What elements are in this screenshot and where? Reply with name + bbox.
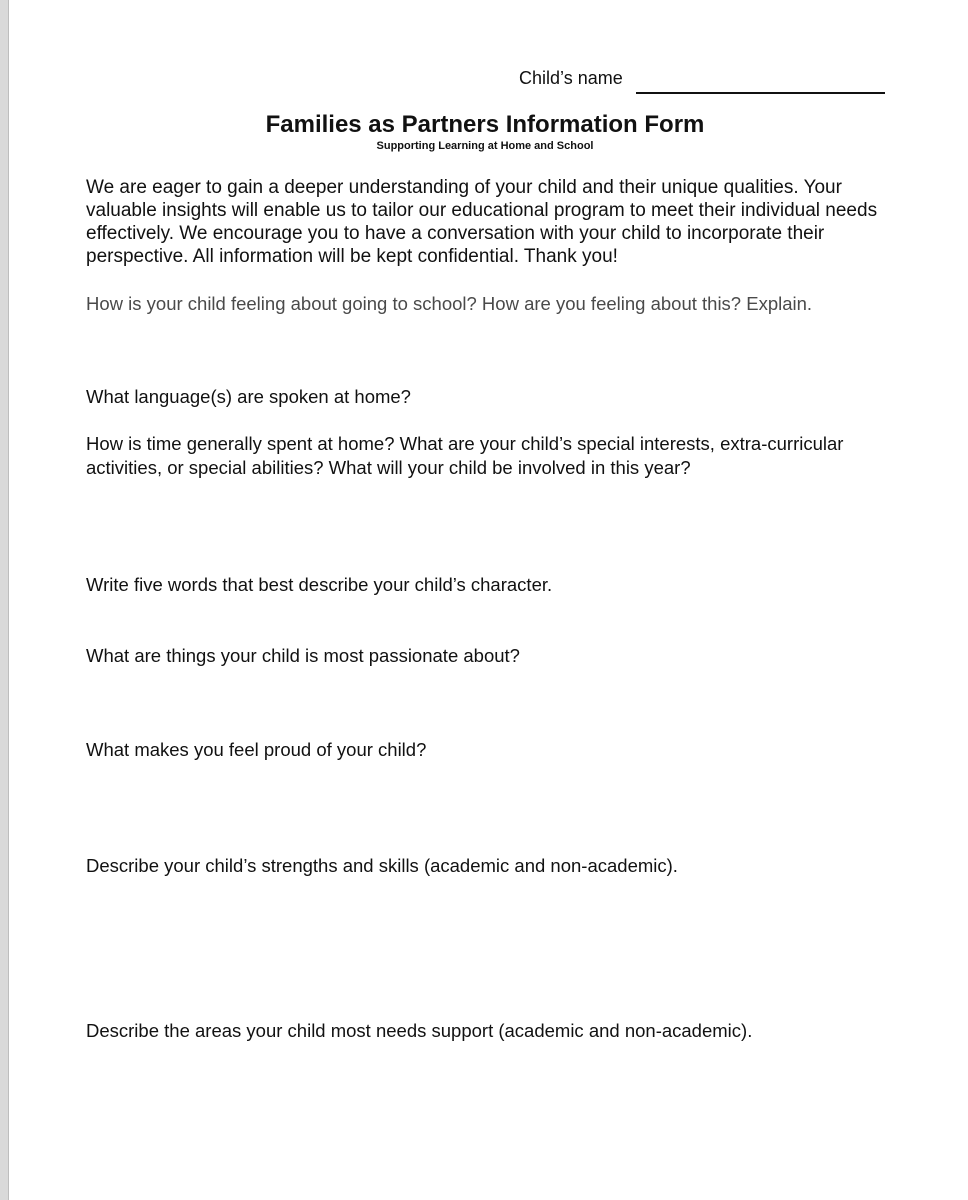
question-support-needs: Describe the areas your child most needs support (academic and non-academic). — [86, 1020, 753, 1041]
question-time-at-home: How is time generally spent at home? What are your child’s special interests, extra-curricular activities, or special abilities? What will your child be involved in this year? — [86, 433, 844, 478]
form-subtitle: Supporting Learning at Home and School — [376, 140, 594, 152]
child-name-field[interactable] — [636, 92, 885, 94]
question-passions: What are things your child is most passionate about? — [86, 645, 520, 666]
question-five-words: Write five words that best describe your child’s character. — [86, 574, 553, 595]
intro-paragraph: We are eager to gain a deeper understanding of your child and their unique qualities. Your valuable insights will enable us to tailor our educational program to meet their individual needs effectively. We encourage you to have a conversation with your child to incorporate their perspective. All information will be kept confidential. Thank you! — [86, 177, 878, 267]
question-proud: What makes you feel proud of your child? — [86, 739, 427, 760]
form-title: Families as Partners Information Form — [265, 111, 705, 138]
child-name-label: Child’s name — [519, 68, 623, 88]
question-strengths: Describe your child’s strengths and skills (academic and non-academic). — [86, 855, 678, 876]
question-languages-at-home: What language(s) are spoken at home? — [86, 386, 411, 407]
form-page — [8, 0, 968, 1200]
question-feelings-about-school: How is your child feeling about going to school? How are you feeling about this? Explain. — [86, 293, 813, 314]
